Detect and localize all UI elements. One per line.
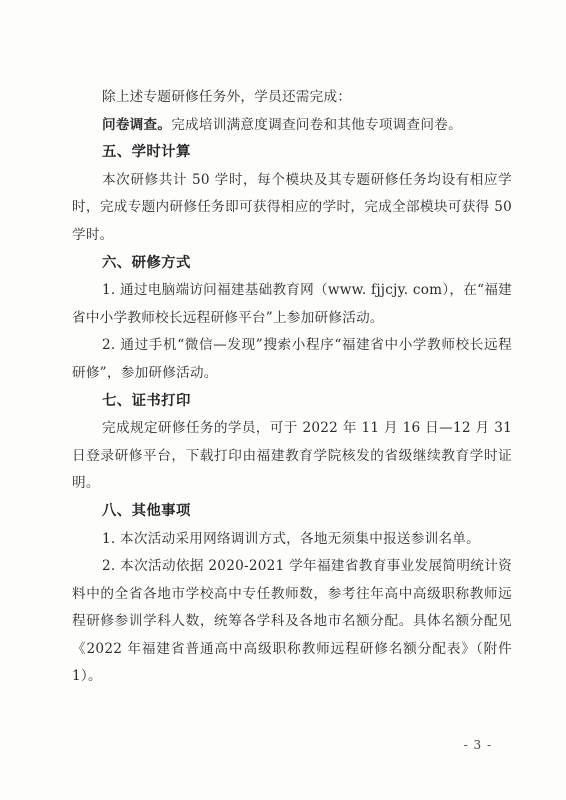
page-number: - 3 -: [463, 738, 492, 752]
paragraph-questionnaire: [72, 112, 512, 140]
questionnaire-text: 完成培训满意度调查问卷和其他专项调查问卷。: [171, 116, 462, 133]
paragraph-certificate: 完成规定研修任务的学员，可于 2022 年 11 月 16 日—12 月 31 日登录研修平台，下载打印由福建教育学院核发的省级继续教育学时证明。: [72, 420, 512, 492]
paragraph-method-pc: 1. 通过电脑端访问福建基础教育网（www. fjjcjy. com），在“福建省中小学教师校长远程研修平台”上参加研修活动。: [72, 282, 512, 326]
heading-credit-hours: 五、学时计算: [102, 144, 191, 161]
heading-study-method: 六、研修方式: [102, 254, 191, 271]
paragraph-other-1: 1. 本次活动采用网络调训方式，各地无须集中报送参训名单。: [102, 530, 480, 547]
paragraph-method-mobile: 2. 通过手机“微信—发现”搜索小程序“福建省中小学教师校长远程研修”，参加研修活动。: [72, 337, 512, 381]
questionnaire-lead: 问卷调查。: [102, 116, 172, 133]
paragraph-additional-tasks: 除上述专题研修任务外，学员还需完成：: [102, 89, 352, 105]
heading-certificate-print: 七、证书打印: [102, 392, 191, 409]
paragraph-other-2: 2. 本次活动依据 2020-2021 学年福建省教育事业发展简明统计资料中的全省各地市学校高中专任教师数，参考往年高中高级职称教师远程研修参训学科人数，统筹各学科及各地市名额分配。具体名额分配见《2022 年福建省普通高中高级职称教师远程研修名额分配表》（附件 1）。: [72, 558, 512, 685]
document-body: [72, 84, 512, 691]
heading-other-matters: 八、其他事项: [102, 502, 191, 519]
paragraph-credit-hours: 本次研修共计 50 学时，每个模块及其专题研修任务均设有相应学时，完成专题内研修任务即可获得相应的学时，完成全部模块可获得 50 学时。: [72, 171, 512, 243]
